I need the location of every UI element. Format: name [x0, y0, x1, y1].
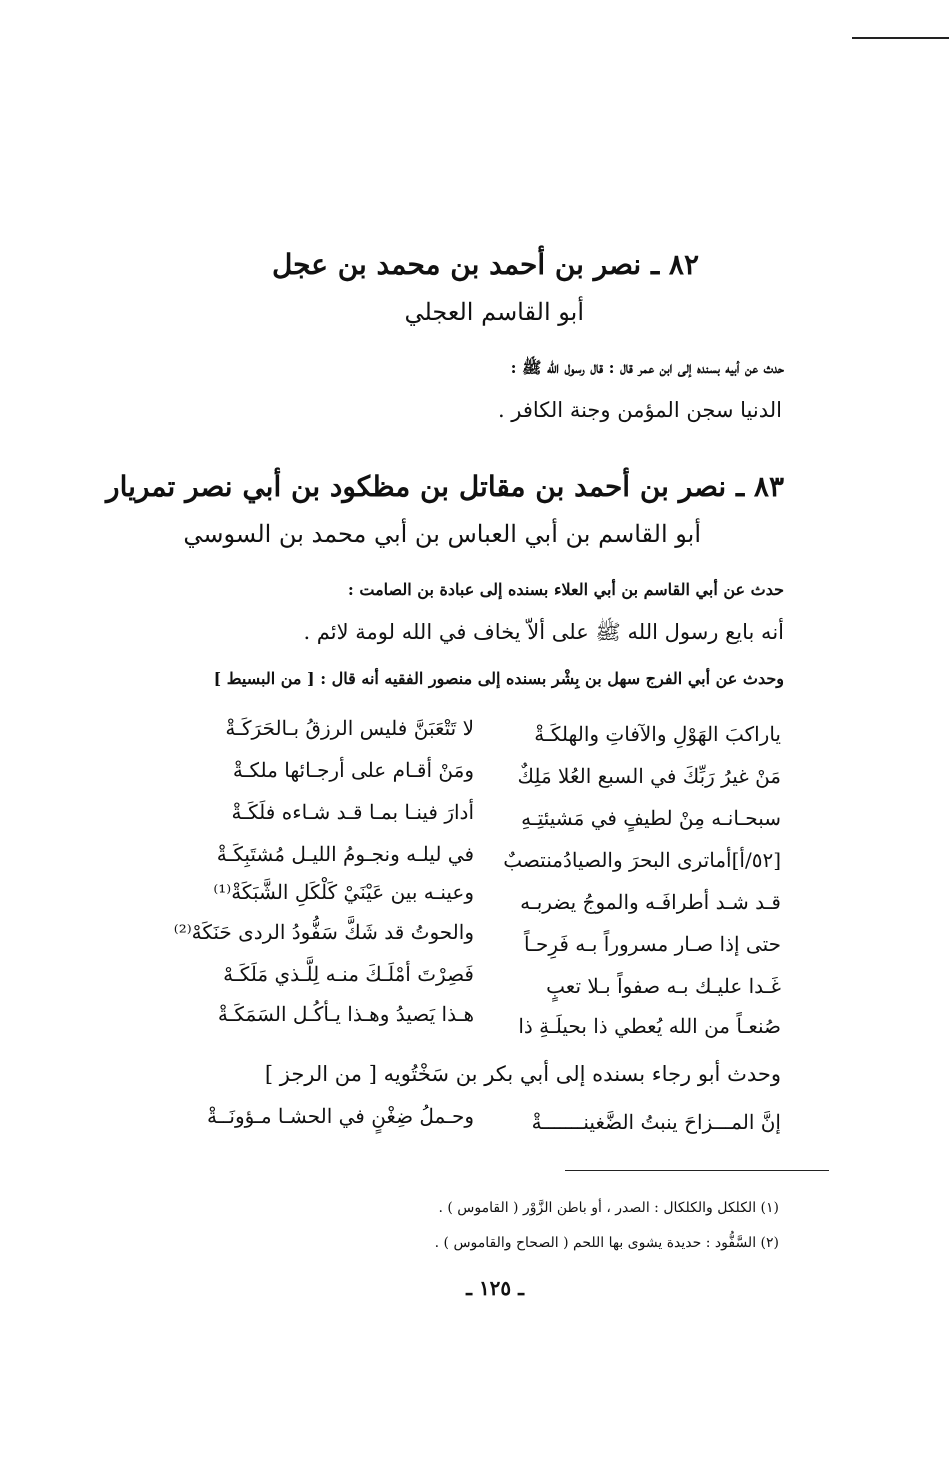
entry-82-text: الدنيا سجن المؤمن وجنة الكافر . [497, 398, 782, 422]
verse-5-second-half: وعينـه بين عَيْنَيْ كَلْكَلِ الشَّبَكَةْ⁽¹⁾ [213, 880, 474, 904]
verse-3-first-half: سبحـانـه مِنْ لطيفٍ في مَشيئتِـهِ [521, 806, 781, 830]
entry-83-isnad-3: وحدث أبو رجاء بسنده إلى أبي بكر بن سَخْتُويه [ من الرجز ] [264, 1062, 781, 1086]
entry-83-isnad-2: وحدث عن أبي الفرج سهل بن بِشْر بسنده إلى منصور الفقيه أنه قال : [ من البسيط ] [213, 669, 784, 688]
verse-1-second-half: لا تَتْعَبَنَّ فليس الرزقُ بـالحَرَكَـةْ [225, 716, 474, 740]
entry-82-heading: ٨٢ ـ نصر بن أحمد بن محمد بن عجل [271, 248, 699, 281]
verse-2-first-half: مَنْ غيرُ رَبِّكَ في السبع العُلا مَلِكٌ [517, 764, 781, 788]
rajaz-first-half: إنَّ المـــزاحَ ينبتُ الضَّغينـــــــةْ [531, 1110, 781, 1134]
verse-8-first-half: صُنعـاً من الله يُعطي ذا بحيلَـةِ ذا [518, 1014, 781, 1038]
verse-6-first-half: حتى إذا صـار مسروراً بـه فَرِحـاً [524, 932, 781, 956]
verse-4-second-half: في ليلـه ونجـومُ الليـل مُشتَبِكَـةْ [216, 842, 474, 866]
verse-6-second-half: والحوتُ قد شَكَّ سَفُّودُ الردى حَنَكَهْ⁽²⁾ [173, 920, 474, 944]
footnote-1: (١) الكلكل والكلكال : الصدر ، أو باطن الزَّوْر ( القاموس ) . [438, 1200, 779, 1216]
page-number: ـ ١٢٥ ـ [466, 1276, 524, 1300]
verse-2-second-half: ومَنْ أقـام على أرجـائها ملكـةْ [232, 758, 474, 782]
entry-82-isnad: حدث عن أبيه بسنده إلى ابن عمر قال : قال رسول الله ﷺ : [510, 358, 784, 377]
entry-83-isnad-1: حدث عن أبي القاسم بن أبي العلاء بسنده إلى عبادة بن الصامت : [347, 580, 784, 599]
verse-5-first-half: قـد شـد أطرافَـه والموجُ يضربـه [520, 890, 781, 914]
rajaz-second-half: وحـملُ ضِغْنٍ في الحشـا مـؤونَــةْ [206, 1104, 474, 1128]
verse-8-second-half: هـذا يَصيدُ وهـذا يـأكُـل السَمَكَـةْ [217, 1002, 474, 1026]
verse-4-first-half: [٥٢/أ]أماترى البحرَ والصيادُمنتصبٌ [503, 848, 781, 872]
footnote-rule [565, 1170, 829, 1171]
top-rule [852, 37, 949, 39]
entry-83-heading: ٨٣ ـ نصر بن أحمد بن مقاتل بن مظكود بن أبي نصر تمريار [106, 470, 784, 503]
entry-82-kunya: أبو القاسم العجلي [404, 298, 584, 326]
entry-83-text-1: أنه بايع رسول الله ﷺ على ألاّ يخاف في الله لومة لائم . [303, 620, 784, 644]
verse-1-first-half: ياراكبَ الهَوْلِ والآفاتِ والهلكَـةْ [534, 722, 781, 746]
verse-7-first-half: غَـدا عليـك بـه صفواً بـلا تعبٍ [546, 974, 781, 998]
entry-83-kunya: أبو القاسم بن أبي العباس بن أبي محمد بن السوسي [183, 520, 701, 548]
verse-7-second-half: فَصِرْتَ أمْلَـكَ منـه لِلَّـذي مَلَكَـهْ [223, 962, 474, 986]
verse-3-second-half: أدارَ فينـا بمـا قـد شـاءه فلَكَـةْ [231, 800, 474, 824]
footnote-2: (٢) السَّفُّود : حديدة يشوى بها اللحم ( الصحاح والقاموس ) . [434, 1235, 779, 1251]
